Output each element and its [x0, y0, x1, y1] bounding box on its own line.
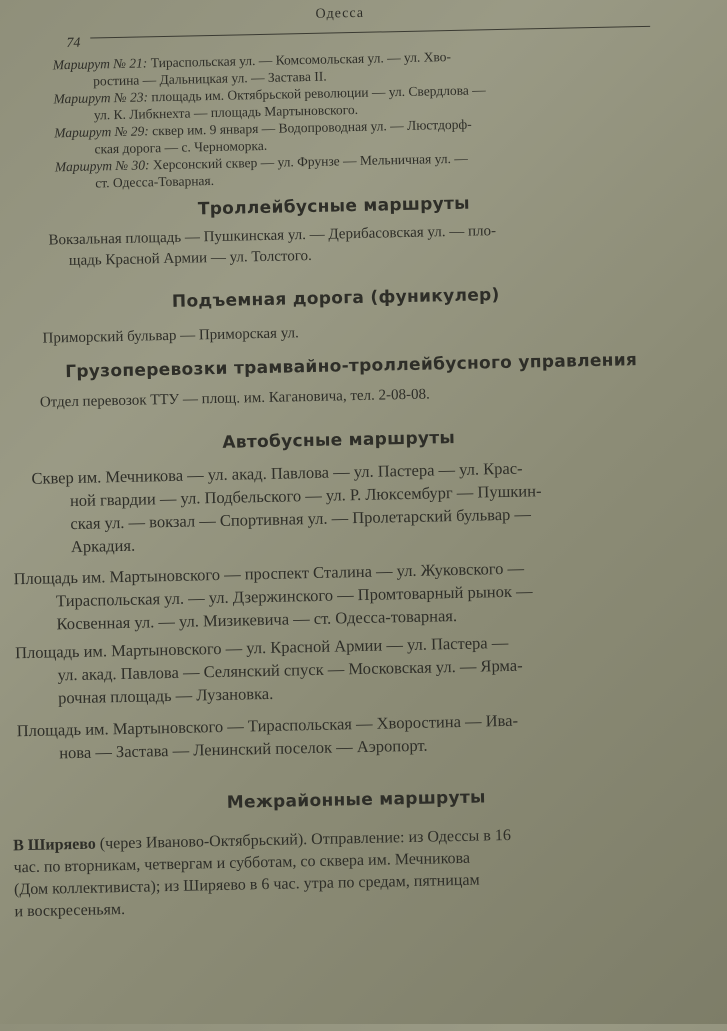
route-line: Тираспольская ул. — Комсомольская ул. — ул. Хво- — [150, 49, 452, 71]
header-rule — [90, 26, 650, 39]
route-label: Маршрут № 21: — [52, 55, 148, 73]
route-line-cont: ская дорога — с. Черноморка. — [94, 137, 268, 157]
route-line-cont: ул. акад. Павлова — Селянский спуск — Московская ул. — Ярма- — [57, 655, 523, 685]
route-label: Маршрут № 23: — [53, 89, 149, 107]
route-line: Площадь им. Мартыновского — Тираспольская — Хворостина — Ива- — [16, 710, 519, 741]
cargo-heading: Грузоперевозки трамвайно-троллейбусного управления — [65, 350, 638, 383]
tram-routes-list — [53, 44, 656, 193]
running-head: Одесса — [315, 5, 365, 22]
route-line-cont: ст. Одесса-Товарная. — [95, 172, 215, 191]
bus-route — [13, 553, 694, 636]
route-line: Площадь им. Мартыновского — ул. Красной Армии — ул. Пастера — — [14, 632, 509, 663]
route-line-cont: Аркадия. — [70, 535, 136, 557]
route-line-cont: ул. К. Либкнехта — площадь Мартыновского. — [93, 101, 359, 123]
route-line: сквер им. 9 января — Водопроводная ул. — Люстдорф- — [151, 116, 472, 139]
route-line-cont: (Дом коллективиста); из Ширяево в 6 час. утра по средам, пятницам — [13, 871, 480, 899]
bus-route — [23, 454, 665, 559]
route-line-cont: ская ул. — вокзал — Спортивная ул. — Пролетарский бульвар — — [70, 504, 532, 534]
cargo-info: Отдел перевозок ТТУ — площ. им. Кагановича, тел. 2-08-08. — [39, 386, 430, 411]
route-line-cont: ростина — Дальницкая ул. — Застава II. — [93, 68, 327, 89]
route-line-cont: час. по вторникам, четвергам и субботам, со сквера им. Мечникова — [13, 849, 471, 877]
funicular-heading: Подъемная дорога (фуникулер) — [171, 285, 500, 312]
interdistrict-heading: Межрайонные маршруты — [226, 787, 486, 813]
route-line-cont: и воскресеньям. — [14, 901, 126, 921]
trolley-route — [48, 218, 659, 273]
route-label: Маршрут № 30: — [54, 157, 150, 175]
bus-route — [15, 627, 696, 710]
route-line-cont: нова — Застава — Ленинский поселок — Аэропорт. — [59, 735, 428, 763]
bus-heading: Автобусные маршруты — [222, 427, 456, 453]
destination: В Ширяево — [12, 835, 96, 855]
bus-route — [17, 705, 698, 765]
interdistrict-route — [13, 821, 705, 923]
route-line: Вокзальная площадь — Пушкинская ул. — Дерибасовская ул. — пло- — [48, 223, 497, 249]
page-number: 74 — [66, 35, 81, 52]
funicular-route: Приморский бульвар — Приморская ул. — [42, 325, 299, 347]
route-line-cont: рочная площадь — Лузановка. — [57, 683, 274, 708]
route-line: Херсонский сквер — ул. Фрунзе — Мельничная ул. — — [152, 150, 468, 173]
route-line-cont: щадь Красной Армии — ул. Толстого. — [68, 247, 312, 270]
route-line: площадь им. Октябрьской революции — ул. Свердлова — — [151, 82, 486, 105]
route-line-cont: Тираспольская ул. — ул. Дзержинского — Промтоварный рынок — — [55, 581, 533, 611]
route-line: Площадь им. Мартыновского — проспект Сталина — ул. Жуковского — — [13, 558, 525, 589]
route-line-rest: (через Иваново-Октябрьский). Отправление: из Одессы в 16 — [95, 826, 512, 853]
route-line-cont: ной гвардии — ул. Подбельского — ул. Р. Люксембург — Пушкин- — [69, 481, 542, 511]
route-line-cont: Косвенная ул. — ул. Мизикевича — ст. Одесса-товарная. — [56, 605, 458, 634]
route-line: Сквер им. Мечникова — ул. акад. Павлова — ул. Пастера — ул. Крас- — [31, 458, 523, 488]
trolley-heading: Троллейбусные маршруты — [197, 193, 471, 220]
route-label: Маршрут № 29: — [54, 123, 149, 141]
